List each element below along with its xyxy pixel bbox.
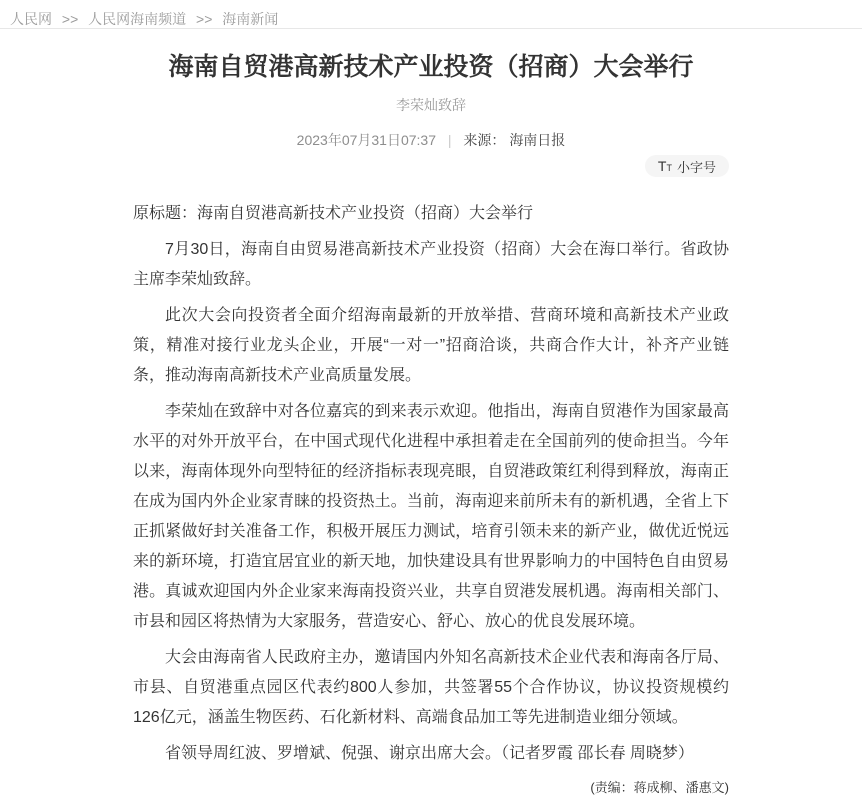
breadcrumb	[0, 0, 862, 28]
source-link[interactable]: 海南日报	[509, 132, 566, 148]
editor-note: (责编：蒋成柳、潘惠文)	[590, 780, 729, 795]
breadcrumb-separator: >>	[61, 11, 79, 27]
publish-date: 2023年07月31日07:37	[296, 132, 436, 148]
article-paragraph: 此次大会向投资者全面介绍海南最新的开放举措、营商环境和高新技术产业政策，精准对接行业龙头企业，开展“一对一”招商洽谈，共商合作大计，补齐产业链条，推动海南高新技术产业高质量发展。	[133, 307, 729, 384]
font-size-icon: T T	[657, 158, 672, 174]
article-toolbar	[133, 155, 729, 179]
breadcrumb-link-peoples-daily[interactable]: 人民网	[10, 11, 52, 27]
article-paragraph: 7月30日，海南自由贸易港高新技术产业投资（招商）大会在海口举行。省政协主席李荣灿致辞。	[133, 241, 729, 288]
article-meta	[133, 130, 729, 150]
article-paragraph: 李荣灿在致辞中对各位嘉宾的到来表示欢迎。他指出，海南自贸港作为国家最高水平的对外开放平台，在中国式现代化进程中承担着走在全国前列的使命担当。今年以来，海南体现外向型特征的经济指标表现亮眼，自贸港政策红利得到释放，海南正在成为国内外企业家青睐的投资热土。当前，海南迎来前所未有的新机遇，全省上下正抓紧做好封关准备工作，积极开展压力测试，培育引领未来的新产业，做优近悦远来的新环境，打造宜居宜业的新天地，加快建设具有世界影响力的中国特色自由贸易港。真诚欢迎国内外企业家来海南投资兴业，共享自贸港发展机遇。海南相关部门、市县和园区将热情为大家服务，营造安心、舒心、放心的优良发展环境。	[133, 403, 729, 630]
article-title: 海南自贸港高新技术产业投资（招商）大会举行	[168, 53, 694, 81]
article-paragraph: 大会由海南省人民政府主办，邀请国内外知名高新技术企业代表和海南各厅局、市县、自贸港重点园区代表约800人参加，共签署55个合作协议，协议投资规模约126亿元，涵盖生物医药、石化新材料、高端食品加工等先进制造业细分领域。	[133, 649, 729, 726]
source-label: 来源：	[463, 132, 506, 148]
breadcrumb-link-hainan-news[interactable]: 海南新闻	[222, 11, 279, 27]
article-body	[133, 199, 729, 769]
original-title-line: 原标题：海南自贸港高新技术产业投资（招商）大会举行	[133, 205, 534, 222]
article-container	[133, 51, 729, 796]
article-subtitle: 李荣灿致辞	[396, 97, 466, 113]
meta-separator: |	[447, 132, 452, 148]
font-size-button[interactable]	[645, 155, 729, 177]
breadcrumb-separator: >>	[196, 11, 213, 27]
article-paragraph: 省领导周红波、罗增斌、倪强、谢京出席大会。（记者罗霞 邵长春 周晓梦）	[165, 745, 694, 762]
breadcrumb-link-hainan-channel[interactable]: 人民网海南频道	[88, 11, 187, 27]
font-size-button-label: 小字号	[676, 159, 716, 175]
